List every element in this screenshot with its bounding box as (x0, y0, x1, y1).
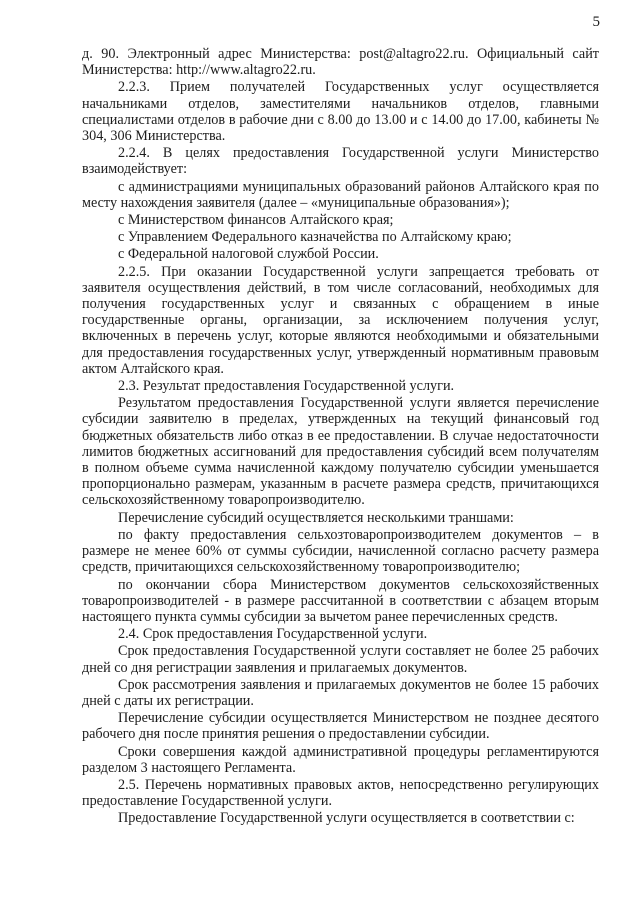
paragraph: с Министерством финансов Алтайского края; (118, 212, 394, 229)
paragraph: с Федеральной налоговой службой России. (118, 246, 379, 263)
section-heading: 2.4. Срок предоставления Государственной услуги. (118, 626, 428, 643)
paragraph: д. 90. Электронный адрес Министерства: post@altagro22.ru. Официальный сайт Министерства: http://www.altagro22.ru. (82, 46, 599, 79)
paragraph: Результатом предоставления Государственной услуги является перечисление субсидии заявителю в пределах, утвержденных на текущий финансовый год бюджетных обязательств либо отказ в ее предоставлении. В случае недостаточности лимитов бюджетных ассигнований для предоставления субсидий всем получателям в полном объеме сумма начисленной каждому получателю субсидии уменьшается пропорционально размерам, указанным в расчете размера средств, причитающихся сельскохозяйственному товаропроизводителю. (82, 395, 599, 509)
paragraph: Перечисление субсидии осуществляется Министерством не позднее десятого рабочего дня после принятия решения о предоставлении субсидии. (82, 710, 599, 743)
paragraph: 2.2.3. Прием получателей Государственных услуг осуществляется начальниками отделов, заместителями начальников отделов, главными специалистами отделов в рабочие дни с 8.00 до 13.00 и с 14.00 до 17.00, кабинеты № 304, 306 Министерства. (82, 79, 599, 145)
paragraph: Сроки совершения каждой административной процедуры регламентируются разделом 3 настоящего Регламента. (82, 743, 599, 776)
paragraph: Перечисление субсидий осуществляется несколькими траншами: (118, 509, 514, 526)
paragraph: 2.2.5. При оказании Государственной услуги запрещается требовать от заявителя осуществления действий, в том числе согласований, необходимых для получения государственных услуг и связанных с обращением в иные государственные органы, организации, за исключением получения услуг, включенных в перечень услуг, которые являются необходимыми и обязательными для предоставления государственных услуг, утвержденный нормативным правовым актом Алтайского края. (82, 263, 599, 377)
paragraph: 2.2.4. В целях предоставления Государственной услуги Министерство взаимодействует: (82, 145, 599, 178)
paragraph: по окончании сбора Министерством документов сельскохозяйственных товаропроизводителей - в размере рассчитанной в соответствии с абзацем вторым настоящего пункта суммы субсидии за вычетом ранее перечисленных средств. (82, 576, 599, 625)
section-heading: 2.5. Перечень нормативных правовых актов, непосредственно регулирующих предоставление Государственной услуги. (82, 776, 599, 810)
paragraph: по факту предоставления сельхозтоваропроизводителем документов – в размере не менее 60% от суммы субсидии, начисленной согласно расчету размера средств, причитающихся сельскохозяйственному товаропроизводителю; (82, 526, 599, 576)
document-body (82, 46, 599, 828)
page-number: 5 (592, 14, 600, 30)
paragraph: с администрациями муниципальных образований районов Алтайского края по месту нахождения заявителя (далее – «муниципальные образования»); (82, 178, 599, 211)
paragraph: Срок предоставления Государственной услуги составляет не более 25 рабочих дней со дня регистрации заявления и прилагаемых документов. (82, 643, 599, 676)
paragraph: Срок рассмотрения заявления и прилагаемых документов не более 15 рабочих дней с даты их регистрации. (82, 676, 599, 709)
paragraph: Предоставление Государственной услуги осуществляется в соответствии с: (118, 810, 575, 827)
paragraph: с Управлением Федерального казначейства по Алтайскому краю; (118, 229, 512, 246)
section-heading: 2.3. Результат предоставления Государственной услуги. (118, 378, 455, 395)
